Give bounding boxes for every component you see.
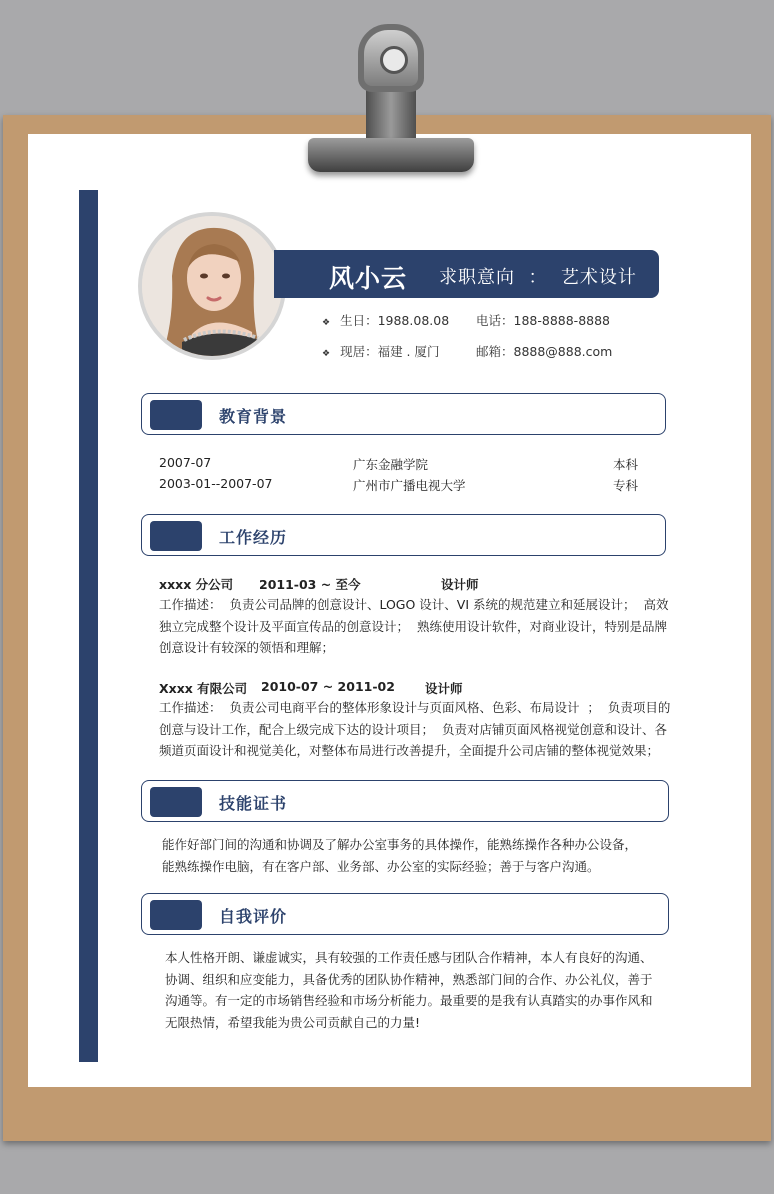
self-eval-line: 沟通等。有一定的市场销售经验和市场分析能力。最重要的是我有认真踏实的办事作风和 bbox=[165, 993, 653, 1008]
name-banner bbox=[274, 250, 659, 298]
section-education bbox=[141, 393, 666, 435]
section-title: 教育背景 bbox=[219, 407, 288, 426]
job-company: Xxxx 有限公司 bbox=[159, 681, 248, 696]
diamond-bullet-icon: ❖ bbox=[322, 318, 331, 328]
edu-date: 2003-01--2007-07 bbox=[159, 476, 273, 491]
skills-line: 能熟练操作电脑，有在客户部、业务部、办公室的实际经验；善于与客户沟通。 bbox=[162, 858, 600, 874]
section-self-eval bbox=[141, 893, 669, 935]
phone-info: 电话：188-8888-8888 bbox=[476, 313, 611, 328]
diamond-bullet-icon: ❖ bbox=[322, 349, 331, 359]
section-tab-icon bbox=[150, 900, 202, 930]
section-title: 技能证书 bbox=[219, 794, 288, 813]
section-title: 自我评价 bbox=[219, 907, 288, 926]
avatar bbox=[138, 212, 286, 360]
job-company: xxxx 分公司 bbox=[159, 577, 234, 592]
section-tab-icon bbox=[150, 400, 202, 430]
section-tab-icon bbox=[150, 521, 202, 551]
candidate-name: 风小云 bbox=[329, 264, 408, 293]
desc-line: 频道页面设计和视觉美化，对整体布局进行改善提升，全面提升公司店铺的整体视觉效果； bbox=[159, 743, 660, 758]
location-text: 现居：福建 . 厦门 bbox=[340, 344, 440, 359]
clip-body bbox=[366, 88, 416, 142]
section-skills bbox=[141, 780, 669, 822]
self-eval-line: 无限热情，希望我能为贵公司贡献自己的力量! bbox=[165, 1014, 421, 1030]
job-role: 设计师 bbox=[425, 681, 463, 696]
section-work bbox=[141, 514, 666, 556]
desc-line: 工作描述： 负责公司电商平台的整体形象设计与页面风格、色彩、布局设计 ； 负责项目的 bbox=[159, 700, 671, 715]
self-eval-line: 协调、组织和应变能力，具备优秀的团队协作精神，熟悉部门间的合作、办公礼仪，善于 bbox=[165, 971, 653, 987]
desc-line: 工作描述： 负责公司品牌的创意设计、LOGO 设计、VI 系统的规范建立和延展设计； 高效 bbox=[159, 597, 669, 612]
location-info bbox=[322, 342, 440, 360]
job-intent: 求职意向 ： 艺术设计 bbox=[439, 267, 637, 288]
skills-text bbox=[162, 834, 637, 877]
birth-info bbox=[322, 311, 449, 329]
clip-ring-icon bbox=[358, 24, 424, 92]
section-title: 工作经历 bbox=[219, 528, 288, 547]
edu-degree: 本科 bbox=[613, 457, 639, 472]
edu-school: 广州市广播电视大学 bbox=[353, 478, 466, 493]
skills-line: 能作好部门间的沟通和协调及了解办公室事务的具体操作，能熟练操作各种办公设备， bbox=[162, 837, 638, 852]
clip-bar-icon bbox=[308, 138, 474, 172]
desc-line: 创意设计有较深的领悟和理解； bbox=[159, 640, 335, 655]
desc-line: 创意与设计工作，配合上级完成下达的设计项目； 负责对店铺页面风格视觉创意和设计、各 bbox=[159, 721, 667, 737]
self-eval-line: 本人性格开朗、谦虚诚实，具有较强的工作责任感与团队合作精神，本人有良好的沟通、 bbox=[165, 950, 653, 965]
left-accent-bar bbox=[79, 190, 98, 1062]
desc-line: 独立完成整个设计及平面宣传品的创意设计； 熟练使用设计软件，对商业设计，特别是品牌 bbox=[159, 618, 667, 634]
job-description bbox=[159, 697, 670, 762]
job-period: 2011-03 ~ 至今 bbox=[259, 577, 361, 592]
edu-degree: 专科 bbox=[613, 478, 639, 493]
job-description bbox=[159, 594, 668, 659]
job-period: 2010-07 ~ 2011-02 bbox=[261, 679, 395, 694]
edu-date: 2007-07 bbox=[159, 455, 212, 470]
birth-text: 生日：1988.08.08 bbox=[340, 313, 450, 328]
email-info: 邮箱：8888@888.com bbox=[476, 344, 613, 359]
job-role: 设计师 bbox=[441, 577, 479, 592]
self-eval-text bbox=[165, 947, 653, 1033]
section-tab-icon bbox=[150, 787, 202, 817]
edu-school: 广东金融学院 bbox=[353, 457, 429, 472]
portrait-icon bbox=[142, 216, 282, 356]
